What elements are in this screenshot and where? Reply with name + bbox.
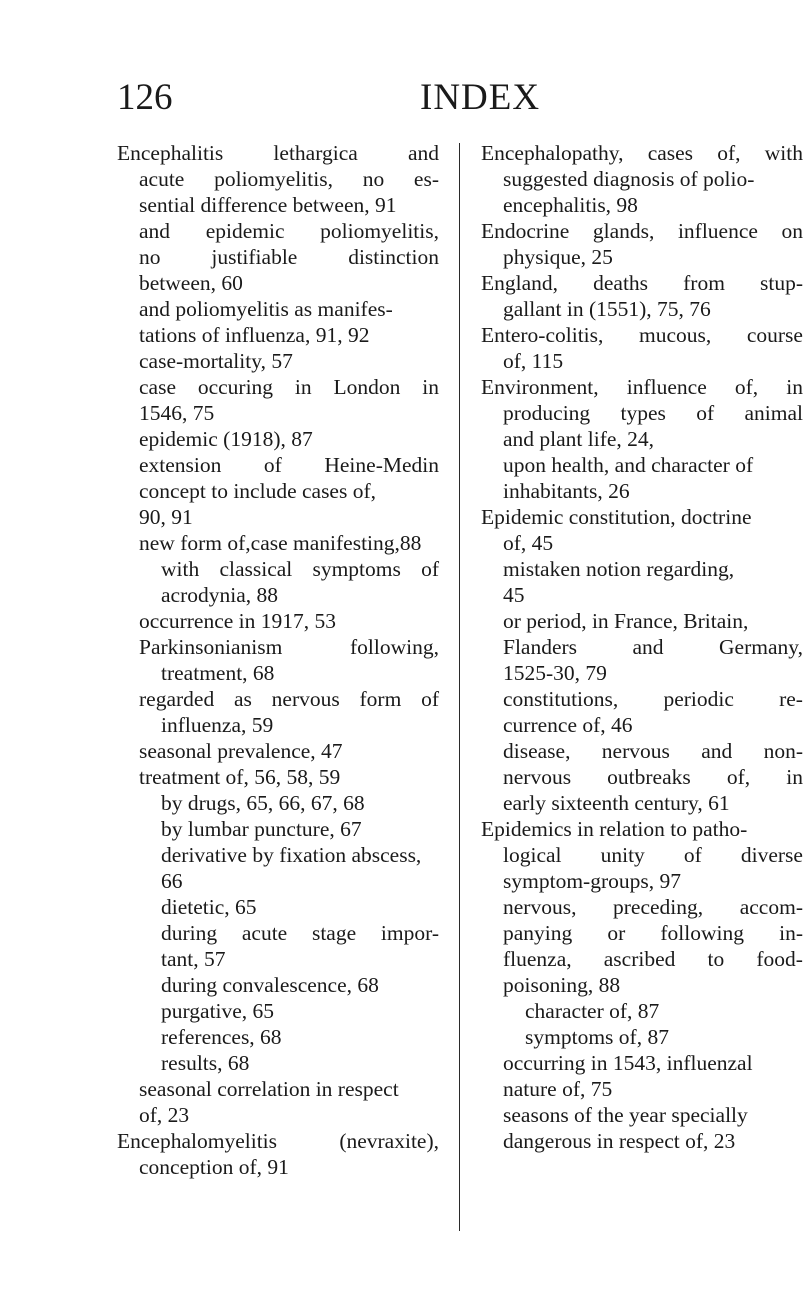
index-entry-line: conception of, 91: [139, 1155, 289, 1179]
index-entry-line: Epidemic constitution, doctrine: [481, 505, 752, 529]
index-entry-line: regarded as nervous form of: [139, 687, 439, 711]
index-entry-line: references, 68: [161, 1025, 282, 1049]
index-entry-line: symptom-groups, 97: [503, 869, 681, 893]
index-column-left: [117, 140, 439, 1180]
index-entry-line: with classical symptoms of: [161, 557, 439, 581]
index-entry-line: panying or following in-: [503, 921, 803, 945]
index-entry-line: Parkinsonianism following,: [139, 635, 439, 659]
index-entry-line: acrodynia, 88: [161, 583, 279, 607]
index-entry-line: results, 68: [161, 1051, 250, 1075]
index-entry-line: no justifiable distinction: [139, 245, 439, 269]
index-entry-line: of, 23: [139, 1103, 190, 1127]
index-entry-line: epidemic (1918), 87: [139, 427, 313, 451]
index-entry-line: and epidemic poliomyelitis,: [139, 219, 439, 243]
index-entry-line: and poliomyelitis as manifes-: [139, 297, 393, 321]
index-entry-line: seasons of the year specially: [503, 1103, 748, 1127]
index-entry-line: by drugs, 65, 66, 67, 68: [161, 791, 365, 815]
index-entry-line: currence of, 46: [503, 713, 633, 737]
index-entry-line: England, deaths from stup-: [481, 271, 803, 295]
index-entry-line: extension of Heine-Medin: [139, 453, 439, 477]
index-entry-line: 45: [503, 583, 525, 607]
index-entry-line: treatment of, 56, 58, 59: [139, 765, 341, 789]
index-entry-line: purgative, 65: [161, 999, 275, 1023]
index-entry-line: derivative by fixation abscess,: [161, 843, 422, 867]
index-entry-line: of, 45: [503, 531, 554, 555]
index-entry-line: gallant in (1551), 75, 76: [503, 297, 711, 321]
index-entry-line: logical unity of diverse: [503, 843, 803, 867]
index-entry-line: Encephalopathy, cases of, with: [481, 141, 803, 165]
running-title: INDEX: [420, 77, 541, 118]
index-entry-line: 1525-30, 79: [503, 661, 607, 685]
index-entry-line: 1546, 75: [139, 401, 215, 425]
index-entry-line: poisoning, 88: [503, 973, 621, 997]
index-entry-line: seasonal prevalence, 47: [139, 739, 343, 763]
index-entry-line: acute poliomyelitis, no es-: [139, 167, 439, 191]
index-entry-line: nature of, 75: [503, 1077, 613, 1101]
index-entry-line: concept to include cases of,: [139, 479, 377, 503]
index-entry-line: disease, nervous and non-: [503, 739, 803, 763]
index-entry-line: of, 115: [503, 349, 564, 373]
index-entry-line: seasonal correlation in respect: [139, 1077, 399, 1101]
index-entry-line: dietetic, 65: [161, 895, 257, 919]
index-entry-line: treatment, 68: [161, 661, 275, 685]
index-entry-line: nervous, preceding, accom-: [503, 895, 803, 919]
index-entry-line: character of, 87: [525, 999, 660, 1023]
index-column-right: [481, 140, 803, 1154]
index-entry-line: physique, 25: [503, 245, 613, 269]
index-entry-line: sential difference between, 91: [139, 193, 397, 217]
index-entry-line: upon health, and character of: [503, 453, 754, 477]
index-entry-line: case-mortality, 57: [139, 349, 293, 373]
index-entry-line: during acute stage impor-: [161, 921, 439, 945]
index-entry-line: Entero-colitis, mucous, course: [481, 323, 803, 347]
index-entry-line: tations of influenza, 91, 92: [139, 323, 370, 347]
index-entry-line: influenza, 59: [161, 713, 274, 737]
index-entry-line: tant, 57: [161, 947, 226, 971]
index-entry-line: case occuring in London in: [139, 375, 439, 399]
index-entry-line: by lumbar puncture, 67: [161, 817, 362, 841]
index-entry-line: occurrence in 1917, 53: [139, 609, 337, 633]
index-entry-line: producing types of animal: [503, 401, 803, 425]
index-entry-line: nervous outbreaks of, in: [503, 765, 803, 789]
index-entry-line: Encephalomyelitis (nevraxite),: [117, 1129, 439, 1153]
index-entry-line: constitutions, periodic re-: [503, 687, 803, 711]
index-entry-line: symptoms of, 87: [525, 1025, 669, 1049]
index-entry-line: occurring in 1543, influenzal: [503, 1051, 753, 1075]
index-entry-line: early sixteenth century, 61: [503, 791, 730, 815]
index-entry-line: Flanders and Germany,: [503, 635, 803, 659]
column-divider: [459, 143, 460, 1231]
index-entry-line: new form of,case manifesting,88: [139, 531, 422, 555]
index-entry-line: Encephalitis lethargica and: [117, 141, 439, 165]
index-entry-line: Environment, influence of, in: [481, 375, 803, 399]
index-entry-line: suggested diagnosis of polio-: [503, 167, 755, 191]
index-entry-line: mistaken notion regarding,: [503, 557, 735, 581]
index-entry-line: inhabitants, 26: [503, 479, 630, 503]
index-entry-line: during convalescence, 68: [161, 973, 379, 997]
index-entry-line: Epidemics in relation to patho-: [481, 817, 748, 841]
index-entry-line: and plant life, 24,: [503, 427, 655, 451]
index-entry-line: encephalitis, 98: [503, 193, 638, 217]
index-entry-line: 66: [161, 869, 183, 893]
page-number: 126: [117, 77, 173, 118]
index-entry-line: between, 60: [139, 271, 243, 295]
index-entry-line: or period, in France, Britain,: [503, 609, 749, 633]
index-entry-line: fluenza, ascribed to food-: [503, 947, 803, 971]
index-entry-line: 90, 91: [139, 505, 193, 529]
index-entry-line: Endocrine glands, influence on: [481, 219, 803, 243]
index-entry-line: dangerous in respect of, 23: [503, 1129, 736, 1153]
